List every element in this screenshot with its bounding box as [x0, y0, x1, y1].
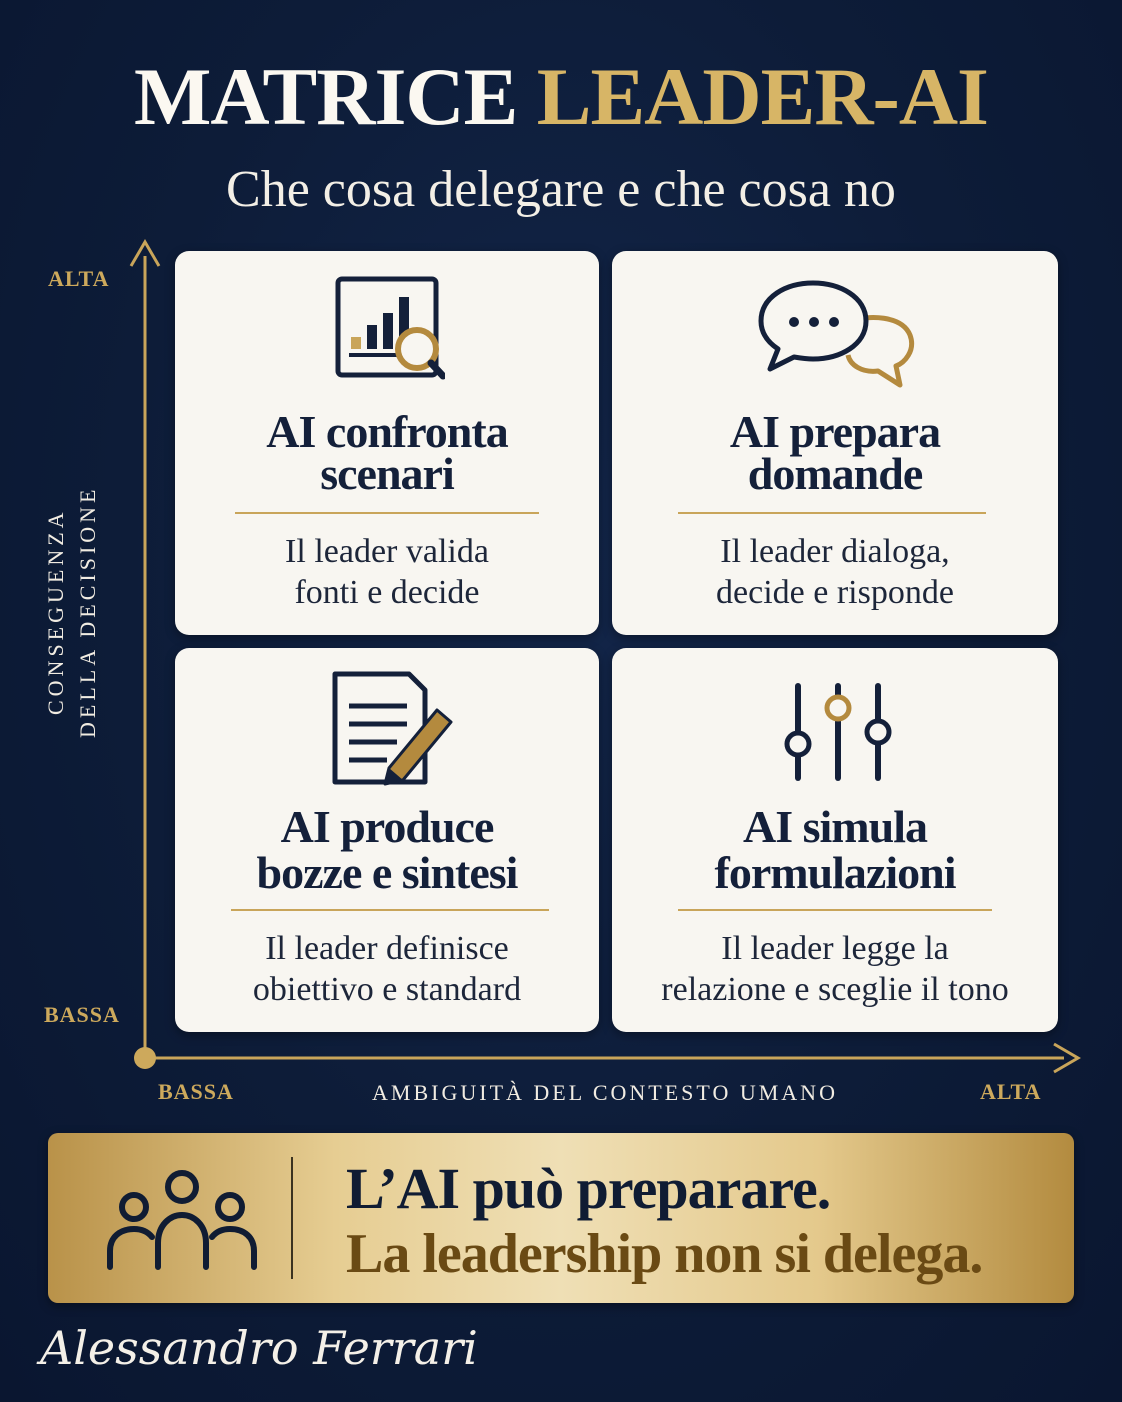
x-axis-title: AMBIGUITÀ DEL CONTESTO UMANO: [372, 1080, 838, 1105]
y-axis-title: [40, 458, 120, 766]
quadrant-title-line1: AI prepara: [729, 406, 941, 457]
page-title: [0, 42, 1122, 152]
quadrant-desc-line1: Il leader dialoga,: [720, 533, 950, 570]
people-group-icon: [106, 1169, 258, 1273]
author-signature: Alessandro Ferrari: [40, 1321, 478, 1375]
quadrant-card-low-consequence-high-ambiguity: [612, 648, 1058, 1032]
y-axis-low-label: BASSA: [44, 1002, 120, 1027]
quadrant-divider: [678, 909, 992, 911]
quadrant-desc-line1: Il leader legge la: [721, 930, 949, 967]
quadrant-title-line2: scenari: [320, 448, 454, 499]
quadrant-title-line1: AI produce: [280, 801, 494, 852]
y-axis-title-line2: DELLA DECISIONE: [75, 485, 100, 739]
title-part-gold: LEADER-AI: [536, 51, 988, 142]
banner-line1: L’AI può preparare.: [346, 1156, 831, 1221]
chart-magnifier-icon: [335, 275, 445, 385]
quadrant-title-line2: bozze e sintesi: [256, 847, 518, 898]
quadrant-desc-line1: Il leader valida: [285, 533, 489, 570]
quadrant-divider: [235, 512, 539, 514]
x-axis-low-label: BASSA: [158, 1079, 234, 1104]
quadrant-title-line2: domande: [747, 448, 923, 499]
quadrant-desc-line2: obiettivo e standard: [252, 971, 522, 1008]
x-axis-high-label: ALTA: [980, 1079, 1042, 1104]
quadrant-desc-line2: fonti e decide: [294, 574, 480, 611]
banner-divider: [291, 1157, 293, 1279]
axis-origin-dot: [134, 1047, 156, 1069]
quadrant-title-line1: AI simula: [743, 801, 927, 852]
quadrant-desc-line2: decide e risponde: [716, 574, 954, 611]
quadrant-desc-line1: Il leader definisce: [265, 930, 509, 967]
page-subtitle: Che cosa delegare e che cosa no: [226, 161, 896, 218]
quadrant-title-line1: AI confronta: [266, 406, 508, 457]
quadrant-card-high-consequence-high-ambiguity: [612, 251, 1058, 635]
x-axis-arrowhead: [1054, 1044, 1078, 1072]
title-part-white: MATRICE: [134, 51, 518, 142]
quadrant-desc-line2: relazione e sceglie il tono: [661, 971, 1009, 1008]
key-message-banner: [48, 1133, 1074, 1303]
quadrant-divider: [678, 512, 986, 514]
y-axis-title-line1: CONSEGUENZA: [43, 508, 68, 716]
quadrant-title-line2: formulazioni: [714, 847, 956, 898]
sliders-icon: [778, 682, 898, 786]
quadrant-card-high-consequence-low-ambiguity: [175, 251, 599, 635]
chat-bubbles-icon: [758, 277, 918, 395]
y-axis-arrowhead: [131, 242, 159, 266]
y-axis-high-label: ALTA: [48, 266, 110, 291]
document-pencil-icon: [327, 670, 457, 788]
quadrant-divider: [231, 909, 549, 911]
quadrant-card-low-consequence-low-ambiguity: [175, 648, 599, 1032]
banner-line2: La leadership non si delega.: [346, 1223, 983, 1285]
